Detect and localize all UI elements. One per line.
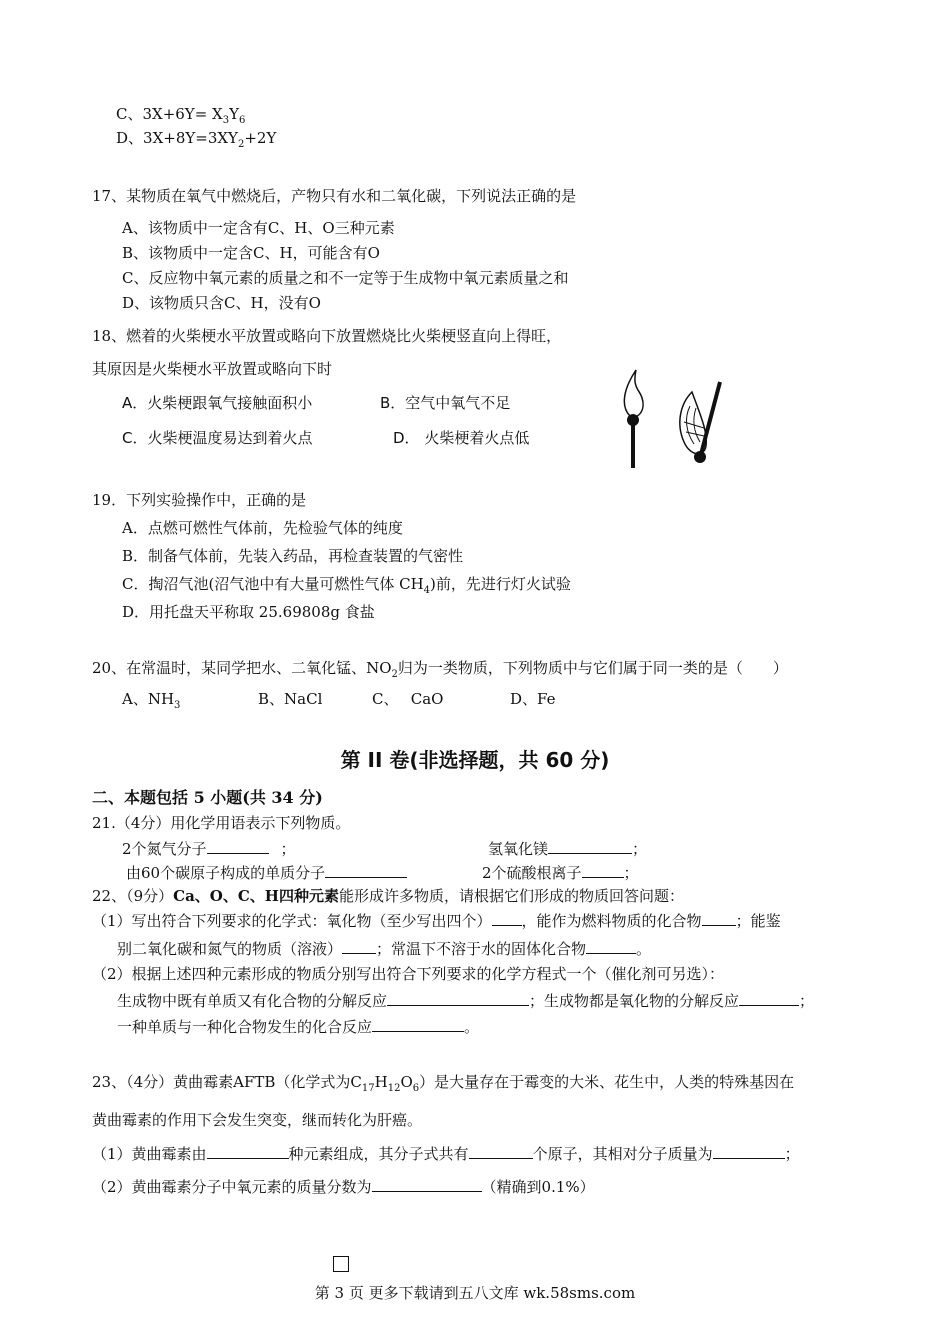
q16-option-c: C、$3X+6Y= X_3Y_6$ xyxy=(116,105,246,126)
q17-stem: 17、某物质在氧气中燃烧后，产物只有水和二氧化碳，下列说法正确的是 xyxy=(92,187,577,205)
q23-stem-line2: 黄曲霉素的作用下会发生突变，继而转化为肝癌。 xyxy=(92,1111,423,1129)
q18-stem-line2: 其原因是火柴梗水平放置或略向下时 xyxy=(92,360,333,378)
q17-option-b: B、该物质中一定含C、H，可能含有O xyxy=(122,244,380,262)
q16-option-d: D、$3X+8Y=3XY_2+2Y$ xyxy=(116,129,277,150)
q19-option-d: D．用托盘天平称取 25.69808g 食盐 xyxy=(122,603,375,621)
q21-item4: 2个硫酸根离子 ； xyxy=(482,864,639,882)
q22-part2-line2: 一种单质与一种化合物发生的化合反应 。 xyxy=(117,1018,480,1036)
q17-option-c: C、反应物中氧元素的质量之和不一定等于生成物中氧元素质量之和 xyxy=(122,269,569,287)
section2-heading: 二、本题包括 5 小题(共 34 分) xyxy=(92,788,323,807)
q19-option-c: C．掏沼气池(沼气池中有大量可燃性气体 $CH_4$)前，先进行灯火试验 xyxy=(122,575,571,596)
q23-part2: （2）黄曲霉素分子中氧元素的质量分数为 （精确到0.1%） xyxy=(92,1178,595,1196)
q20-option-c: C、 CaO xyxy=(372,690,444,708)
burning-matches-illustration xyxy=(600,362,740,474)
q18-option-a: A．火柴梗跟氧气接触面积小 xyxy=(122,394,313,412)
slanted-match xyxy=(680,382,720,463)
q22-part1-line2: 别二氧化碳和氮气的物质（溶液） ；常温下不溶于水的固体化合物 。 xyxy=(117,940,652,958)
upright-match xyxy=(624,370,643,468)
q17-option-a: A、该物质中一定含有C、H、O三种元素 xyxy=(122,219,395,237)
q18-option-d: D． 火柴梗着火点低 xyxy=(393,429,530,447)
q21-item3: 由60个碳原子构成的单质分子 xyxy=(126,862,407,883)
q20-stem: 20、在常温时，某同学把水、二氧化锰、$NO_2$归为一类物质，下列物质中与它们属于同一类的是（ ） xyxy=(92,659,788,680)
page-footer: 第 3 页 更多下载请到五八文库 wk.58sms.com xyxy=(314,1284,636,1302)
q19-option-a: A．点燃可燃性气体前，先检验气体的纯度 xyxy=(122,519,403,537)
footer-checkbox-icon xyxy=(333,1256,349,1272)
q17-option-d: D、该物质只含C、H，没有O xyxy=(122,294,321,312)
q20-option-d: D、Fe xyxy=(510,690,556,708)
part2-title: 第 II 卷(非选择题，共 60 分) xyxy=(340,748,610,772)
q23-stem-line1: 23、（4分）黄曲霉素AFTB（化学式为$C_{17}H_{12}O_6$）是大量存在于霉变的大米、花生中，人类的特殊基因在 xyxy=(92,1073,795,1094)
q21-item1: 2个氮气分子 ； xyxy=(122,840,296,858)
q18-option-c: C．火柴梗温度易达到着火点 xyxy=(122,429,313,447)
q23-part1: （1）黄曲霉素由 种元素组成，其分子式共有 个原子，其相对分子质量为 ； xyxy=(92,1145,800,1163)
q20-option-a: A、$NH_3$ xyxy=(122,690,181,711)
q20-option-b: B、NaCl xyxy=(258,690,323,708)
q19-option-b: B．制备气体前，先装入药品，再检查装置的气密性 xyxy=(122,547,464,565)
q21-stem: 21.（4分）用化学用语表示下列物质。 xyxy=(92,814,351,832)
q18-stem-line1: 18、燃着的火柴梗水平放置或略向下放置燃烧比火柴梗竖直向上得旺， xyxy=(92,327,562,345)
q21-item2: 氢氧化镁 ； xyxy=(488,840,648,858)
q22-part2-line1: 生成物中既有单质又有化合物的分解反应 ；生成物都是氧化物的分解反应 ； xyxy=(117,992,815,1010)
q19-stem: 19．下列实验操作中，正确的是 xyxy=(92,491,307,509)
q22-part1-line1: （1）写出符合下列要求的化学式：氧化物（至少写出四个） ，能作为燃料物质的化合物 ；能鉴 xyxy=(92,912,781,930)
q18-option-b: B．空气中氧气不足 xyxy=(380,394,511,412)
q22-part2-intro: （2）根据上述四种元素形成的物质分别写出符合下列要求的化学方程式一个（催化剂可另选）： xyxy=(92,965,725,983)
q22-stem: 22、（9分）Ca、O、C、H四种元素能形成许多物质，请根据它们形成的物质回答问题： xyxy=(92,887,684,905)
